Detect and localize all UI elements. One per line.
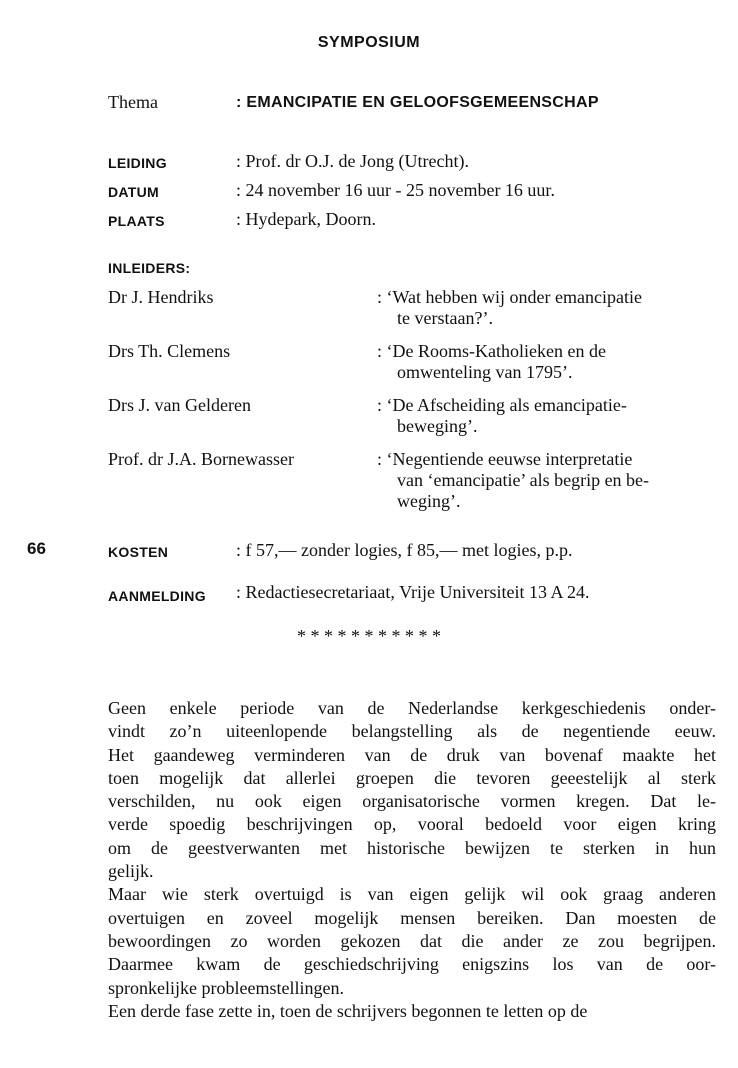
body-line: bewoordingen zo worden gekozen dat die ander ze zou begrijpen. <box>108 930 716 951</box>
speaker-topic: : ‘Wat hebben wij onder emancipatie te verstaan?’. <box>377 287 642 328</box>
leiding-label: LEIDING <box>108 155 167 171</box>
speaker-name: Drs J. van Gelderen <box>108 395 251 415</box>
body-line: toen mogelijk dat allerlei groepen die tevoren geeestelijk al sterk <box>108 767 716 788</box>
body-line: verschilden, nu ook eigen organisatorische vormen kregen. Dat le- <box>108 791 716 812</box>
theme-label: Thema <box>108 92 158 112</box>
registration-label: AANMELDING <box>108 588 206 604</box>
separator-stars: * * * * * * * * * * * <box>297 626 441 646</box>
speaker-name: Drs Th. Clemens <box>108 341 231 361</box>
speakers-heading: INLEIDERS: <box>108 260 191 276</box>
speaker-name: Prof. dr J.A. Bornewasser <box>108 449 294 469</box>
theme-value: : EMANCIPATIE EN GELOOFSGEMEENSCHAP <box>236 94 599 111</box>
registration-value: : Redactiesecretariaat, Vrije Universiteit 13 A 24. <box>236 582 590 602</box>
body-line: verde spoedig beschrijvingen op, vooral bedoeld voor eigen kring <box>108 814 716 835</box>
body-line: gelijk. <box>108 861 154 882</box>
body-line: spronkelijke probleemstellingen. <box>108 977 344 998</box>
plaats-value: : Hydepark, Doorn. <box>236 209 376 229</box>
body-line: vindt zo’n uiteenlopende belangstelling als de negentiende eeuw. <box>108 721 716 742</box>
body-line: Geen enkele periode van de Nederlandse kerkgeschiedenis onder- <box>108 698 716 718</box>
body-line: om de geestverwanten met historische bewijzen te sterken in hun <box>108 837 716 858</box>
costs-value: : f 57,— zonder logies, f 85,— met logies, p.p. <box>236 540 573 560</box>
costs-label: KOSTEN <box>108 544 169 560</box>
speaker-topic: : ‘De Afscheiding als emancipatie- beweging’. <box>377 395 627 436</box>
page-title: SYMPOSIUM <box>317 34 421 51</box>
plaats-label: PLAATS <box>108 213 165 229</box>
speaker-name: Dr J. Hendriks <box>108 287 214 307</box>
datum-value: : 24 november 16 uur - 25 november 16 uur. <box>236 180 555 200</box>
leiding-value: : Prof. dr O.J. de Jong (Utrecht). <box>236 151 469 171</box>
body-line: Het gaandeweg verminderen van de druk van bovenaf maakte het <box>108 744 716 765</box>
datum-label: DATUM <box>108 184 160 200</box>
body-paragraphs <box>108 697 716 1023</box>
body-line: Een derde fase zette in, toen de schrijvers begonnen te letten op de <box>108 1000 588 1021</box>
speaker-topic: : ‘De Rooms-Katholieken en de omwenteling van 1795’. <box>377 341 606 382</box>
body-line: Maar wie sterk overtuigd is van eigen gelijk wil ook graag anderen <box>108 884 716 905</box>
speaker-topic: : ‘Negentiende eeuwse interpretatie van ‘emancipatie’ als begrip en be- weging’. <box>377 449 650 511</box>
body-line: Daarmee kwam de geschiedschrijving enigszins los van de oor- <box>108 954 716 975</box>
body-line: overtuigen en zoveel mogelijk mensen bereiken. Dan moesten de <box>108 907 716 928</box>
page-number: 66 <box>27 539 46 558</box>
